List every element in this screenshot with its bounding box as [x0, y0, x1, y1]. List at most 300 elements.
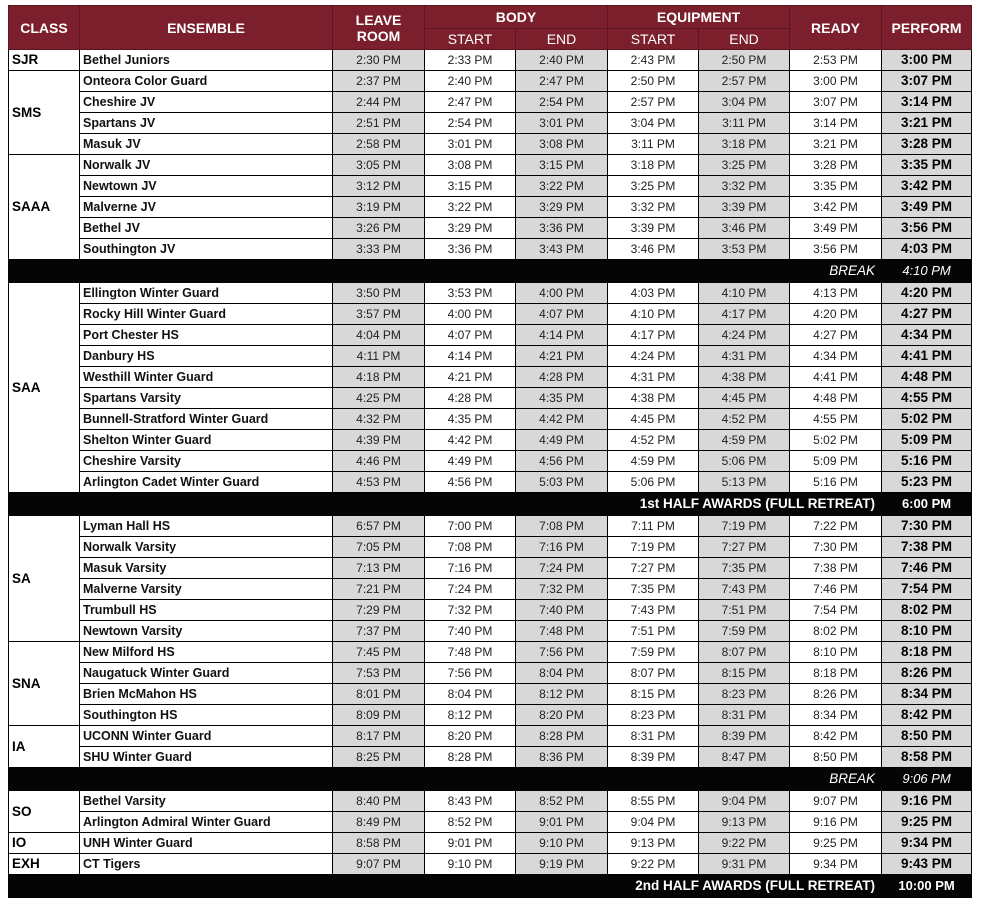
- ensemble-cell: UCONN Winter Guard: [80, 726, 333, 747]
- equipment-end-cell: 3:25 PM: [699, 155, 790, 176]
- leave-room-cell: 3:12 PM: [333, 176, 425, 197]
- table-row: [9, 642, 972, 663]
- leave-room-cell: 4:32 PM: [333, 409, 425, 430]
- leave-room-cell: 7:13 PM: [333, 558, 425, 579]
- table-row: [9, 239, 972, 260]
- equipment-start-cell: 9:04 PM: [608, 812, 699, 833]
- equipment-end-cell: 8:31 PM: [699, 705, 790, 726]
- body-start-cell: 4:35 PM: [425, 409, 516, 430]
- perform-cell: 3:00 PM: [882, 50, 972, 71]
- class-cell: SJR: [9, 50, 80, 71]
- ensemble-cell: Brien McMahon HS: [80, 684, 333, 705]
- equipment-start-cell: 8:23 PM: [608, 705, 699, 726]
- perform-cell: 4:41 PM: [882, 346, 972, 367]
- equipment-start-cell: 4:45 PM: [608, 409, 699, 430]
- leave-room-cell: 8:58 PM: [333, 833, 425, 854]
- leave-room-cell: 2:58 PM: [333, 134, 425, 155]
- table-row: [9, 516, 972, 537]
- leave-room-cell: 3:57 PM: [333, 304, 425, 325]
- break-row: [9, 768, 972, 791]
- col-header-equipment-end: END: [699, 29, 790, 50]
- body-end-cell: 8:20 PM: [516, 705, 608, 726]
- body-end-cell: 7:56 PM: [516, 642, 608, 663]
- equipment-end-cell: 8:15 PM: [699, 663, 790, 684]
- table-row: [9, 812, 972, 833]
- awards-row: [9, 493, 972, 516]
- body-end-cell: 4:42 PM: [516, 409, 608, 430]
- leave-room-cell: 3:19 PM: [333, 197, 425, 218]
- table-row: [9, 71, 972, 92]
- ensemble-cell: Bethel Varsity: [80, 791, 333, 812]
- body-end-cell: 3:36 PM: [516, 218, 608, 239]
- ensemble-cell: Rocky Hill Winter Guard: [80, 304, 333, 325]
- table-row: [9, 472, 972, 493]
- equipment-start-cell: 3:25 PM: [608, 176, 699, 197]
- ready-cell: 8:10 PM: [790, 642, 882, 663]
- leave-room-cell: 2:30 PM: [333, 50, 425, 71]
- body-start-cell: 7:24 PM: [425, 579, 516, 600]
- ensemble-cell: Southington HS: [80, 705, 333, 726]
- table-row: [9, 747, 972, 768]
- body-start-cell: 9:01 PM: [425, 833, 516, 854]
- perform-cell: 3:49 PM: [882, 197, 972, 218]
- table-row: [9, 726, 972, 747]
- ready-cell: 3:49 PM: [790, 218, 882, 239]
- equipment-start-cell: 8:39 PM: [608, 747, 699, 768]
- leave-room-cell: 7:37 PM: [333, 621, 425, 642]
- body-end-cell: 9:01 PM: [516, 812, 608, 833]
- body-start-cell: 7:40 PM: [425, 621, 516, 642]
- ensemble-cell: Arlington Admiral Winter Guard: [80, 812, 333, 833]
- equipment-start-cell: 3:18 PM: [608, 155, 699, 176]
- ready-cell: 3:28 PM: [790, 155, 882, 176]
- perform-cell: 5:02 PM: [882, 409, 972, 430]
- awards-time: 6:00 PM: [882, 493, 972, 516]
- body-end-cell: 3:01 PM: [516, 113, 608, 134]
- leave-room-cell: 3:05 PM: [333, 155, 425, 176]
- class-cell: IA: [9, 726, 80, 768]
- body-end-cell: 4:49 PM: [516, 430, 608, 451]
- ready-cell: 9:07 PM: [790, 791, 882, 812]
- ready-cell: 5:02 PM: [790, 430, 882, 451]
- table-row: [9, 283, 972, 304]
- body-end-cell: 4:28 PM: [516, 367, 608, 388]
- col-header-ensemble: ENSEMBLE: [80, 6, 333, 50]
- leave-room-cell: 3:26 PM: [333, 218, 425, 239]
- equipment-start-cell: 3:32 PM: [608, 197, 699, 218]
- body-end-cell: 4:14 PM: [516, 325, 608, 346]
- table-row: [9, 346, 972, 367]
- equipment-end-cell: 9:13 PM: [699, 812, 790, 833]
- ready-cell: 4:27 PM: [790, 325, 882, 346]
- table-row: [9, 579, 972, 600]
- leave-room-cell: 4:25 PM: [333, 388, 425, 409]
- equipment-end-cell: 7:51 PM: [699, 600, 790, 621]
- ready-cell: 8:18 PM: [790, 663, 882, 684]
- leave-room-cell: 8:17 PM: [333, 726, 425, 747]
- perform-cell: 3:56 PM: [882, 218, 972, 239]
- table-row: [9, 113, 972, 134]
- body-end-cell: 7:08 PM: [516, 516, 608, 537]
- awards-time: 10:00 PM: [882, 875, 972, 898]
- perform-cell: 8:58 PM: [882, 747, 972, 768]
- body-end-cell: 8:52 PM: [516, 791, 608, 812]
- leave-room-cell: 8:40 PM: [333, 791, 425, 812]
- leave-room-cell: 8:09 PM: [333, 705, 425, 726]
- ready-cell: 7:38 PM: [790, 558, 882, 579]
- body-start-cell: 8:28 PM: [425, 747, 516, 768]
- ensemble-cell: Malverne Varsity: [80, 579, 333, 600]
- ensemble-cell: CT Tigers: [80, 854, 333, 875]
- col-header-ready: READY: [790, 6, 882, 50]
- leave-room-cell: 2:37 PM: [333, 71, 425, 92]
- body-start-cell: 4:28 PM: [425, 388, 516, 409]
- perform-cell: 7:46 PM: [882, 558, 972, 579]
- break-time: 9:06 PM: [882, 768, 972, 791]
- class-cell: SAAA: [9, 155, 80, 260]
- awards-label: 2nd HALF AWARDS (FULL RETREAT): [9, 875, 882, 898]
- equipment-start-cell: 3:46 PM: [608, 239, 699, 260]
- equipment-end-cell: 9:31 PM: [699, 854, 790, 875]
- ready-cell: 4:41 PM: [790, 367, 882, 388]
- ready-cell: 3:56 PM: [790, 239, 882, 260]
- ready-cell: 5:16 PM: [790, 472, 882, 493]
- body-end-cell: 2:40 PM: [516, 50, 608, 71]
- class-cell: EXH: [9, 854, 80, 875]
- ensemble-cell: Cheshire JV: [80, 92, 333, 113]
- equipment-start-cell: 7:59 PM: [608, 642, 699, 663]
- equipment-end-cell: 4:52 PM: [699, 409, 790, 430]
- equipment-end-cell: 4:45 PM: [699, 388, 790, 409]
- body-end-cell: 4:00 PM: [516, 283, 608, 304]
- equipment-start-cell: 2:57 PM: [608, 92, 699, 113]
- perform-cell: 7:38 PM: [882, 537, 972, 558]
- leave-room-cell: 3:33 PM: [333, 239, 425, 260]
- body-start-cell: 3:15 PM: [425, 176, 516, 197]
- equipment-end-cell: 8:39 PM: [699, 726, 790, 747]
- table-row: [9, 409, 972, 430]
- ensemble-cell: Onteora Color Guard: [80, 71, 333, 92]
- body-start-cell: 3:22 PM: [425, 197, 516, 218]
- perform-cell: 3:28 PM: [882, 134, 972, 155]
- break-row: [9, 260, 972, 283]
- body-end-cell: 8:04 PM: [516, 663, 608, 684]
- ensemble-cell: Westhill Winter Guard: [80, 367, 333, 388]
- body-start-cell: 7:16 PM: [425, 558, 516, 579]
- ready-cell: 5:09 PM: [790, 451, 882, 472]
- equipment-start-cell: 7:51 PM: [608, 621, 699, 642]
- leave-room-cell: 3:50 PM: [333, 283, 425, 304]
- class-cell: SNA: [9, 642, 80, 726]
- equipment-end-cell: 3:46 PM: [699, 218, 790, 239]
- leave-room-line-2: ROOM: [356, 27, 401, 44]
- body-start-cell: 4:56 PM: [425, 472, 516, 493]
- body-start-cell: 3:08 PM: [425, 155, 516, 176]
- equipment-start-cell: 3:04 PM: [608, 113, 699, 134]
- class-cell: IO: [9, 833, 80, 854]
- equipment-end-cell: 4:17 PM: [699, 304, 790, 325]
- ensemble-cell: SHU Winter Guard: [80, 747, 333, 768]
- leave-room-cell: 7:53 PM: [333, 663, 425, 684]
- leave-room-cell: 8:25 PM: [333, 747, 425, 768]
- ensemble-cell: Malverne JV: [80, 197, 333, 218]
- table-header: [9, 6, 972, 50]
- perform-cell: 9:34 PM: [882, 833, 972, 854]
- table-row: [9, 621, 972, 642]
- body-end-cell: 8:28 PM: [516, 726, 608, 747]
- body-end-cell: 4:35 PM: [516, 388, 608, 409]
- equipment-end-cell: 8:47 PM: [699, 747, 790, 768]
- ensemble-cell: Naugatuck Winter Guard: [80, 663, 333, 684]
- body-start-cell: 3:29 PM: [425, 218, 516, 239]
- ensemble-cell: Shelton Winter Guard: [80, 430, 333, 451]
- schedule-container: [8, 5, 971, 898]
- awards-label: 1st HALF AWARDS (FULL RETREAT): [9, 493, 882, 516]
- table-row: [9, 218, 972, 239]
- equipment-end-cell: 4:31 PM: [699, 346, 790, 367]
- equipment-end-cell: 3:32 PM: [699, 176, 790, 197]
- leave-room-cell: 4:46 PM: [333, 451, 425, 472]
- equipment-start-cell: 4:59 PM: [608, 451, 699, 472]
- body-start-cell: 7:56 PM: [425, 663, 516, 684]
- perform-cell: 5:16 PM: [882, 451, 972, 472]
- equipment-start-cell: 8:31 PM: [608, 726, 699, 747]
- perform-cell: 3:07 PM: [882, 71, 972, 92]
- body-start-cell: 2:33 PM: [425, 50, 516, 71]
- ready-cell: 3:14 PM: [790, 113, 882, 134]
- col-header-equipment-start: START: [608, 29, 699, 50]
- ready-cell: 9:16 PM: [790, 812, 882, 833]
- table-row: [9, 600, 972, 621]
- equipment-end-cell: 5:13 PM: [699, 472, 790, 493]
- body-end-cell: 8:12 PM: [516, 684, 608, 705]
- body-start-cell: 7:08 PM: [425, 537, 516, 558]
- perform-cell: 9:16 PM: [882, 791, 972, 812]
- body-start-cell: 2:54 PM: [425, 113, 516, 134]
- awards-row: [9, 875, 972, 898]
- body-start-cell: 2:47 PM: [425, 92, 516, 113]
- ensemble-cell: Bunnell-Stratford Winter Guard: [80, 409, 333, 430]
- class-cell: SA: [9, 516, 80, 642]
- table-row: [9, 430, 972, 451]
- body-start-cell: 7:48 PM: [425, 642, 516, 663]
- body-start-cell: 3:01 PM: [425, 134, 516, 155]
- equipment-end-cell: 4:24 PM: [699, 325, 790, 346]
- equipment-start-cell: 8:55 PM: [608, 791, 699, 812]
- perform-cell: 8:42 PM: [882, 705, 972, 726]
- leave-room-cell: 7:21 PM: [333, 579, 425, 600]
- ready-cell: 9:34 PM: [790, 854, 882, 875]
- equipment-end-cell: 2:50 PM: [699, 50, 790, 71]
- table-row: [9, 155, 972, 176]
- equipment-start-cell: 7:43 PM: [608, 600, 699, 621]
- perform-cell: 7:54 PM: [882, 579, 972, 600]
- equipment-end-cell: 5:06 PM: [699, 451, 790, 472]
- equipment-start-cell: 7:19 PM: [608, 537, 699, 558]
- table-row: [9, 451, 972, 472]
- ready-cell: 3:42 PM: [790, 197, 882, 218]
- ensemble-cell: Spartans Varsity: [80, 388, 333, 409]
- perform-cell: 3:42 PM: [882, 176, 972, 197]
- perform-cell: 8:50 PM: [882, 726, 972, 747]
- table-row: [9, 176, 972, 197]
- ready-cell: 3:35 PM: [790, 176, 882, 197]
- body-start-cell: 4:21 PM: [425, 367, 516, 388]
- perform-cell: 8:18 PM: [882, 642, 972, 663]
- leave-room-cell: 8:49 PM: [333, 812, 425, 833]
- equipment-end-cell: 3:04 PM: [699, 92, 790, 113]
- leave-room-cell: 9:07 PM: [333, 854, 425, 875]
- equipment-start-cell: 3:11 PM: [608, 134, 699, 155]
- perform-cell: 3:35 PM: [882, 155, 972, 176]
- perform-cell: 3:21 PM: [882, 113, 972, 134]
- equipment-end-cell: 3:39 PM: [699, 197, 790, 218]
- ensemble-cell: Ellington Winter Guard: [80, 283, 333, 304]
- ready-cell: 4:13 PM: [790, 283, 882, 304]
- body-end-cell: 3:22 PM: [516, 176, 608, 197]
- body-start-cell: 8:52 PM: [425, 812, 516, 833]
- table-row: [9, 92, 972, 113]
- ready-cell: 7:54 PM: [790, 600, 882, 621]
- equipment-start-cell: 4:31 PM: [608, 367, 699, 388]
- body-start-cell: 4:42 PM: [425, 430, 516, 451]
- body-end-cell: 7:16 PM: [516, 537, 608, 558]
- ensemble-cell: Norwalk JV: [80, 155, 333, 176]
- class-cell: SMS: [9, 71, 80, 155]
- body-start-cell: 2:40 PM: [425, 71, 516, 92]
- body-end-cell: 3:08 PM: [516, 134, 608, 155]
- body-end-cell: 9:10 PM: [516, 833, 608, 854]
- table-row: [9, 558, 972, 579]
- ensemble-cell: Newtown Varsity: [80, 621, 333, 642]
- body-start-cell: 8:04 PM: [425, 684, 516, 705]
- table-row: [9, 833, 972, 854]
- ensemble-cell: Lyman Hall HS: [80, 516, 333, 537]
- leave-room-cell: 6:57 PM: [333, 516, 425, 537]
- equipment-start-cell: 4:10 PM: [608, 304, 699, 325]
- leave-room-cell: 4:04 PM: [333, 325, 425, 346]
- leave-room-cell: 7:29 PM: [333, 600, 425, 621]
- equipment-end-cell: 2:57 PM: [699, 71, 790, 92]
- table-row: [9, 705, 972, 726]
- body-start-cell: 4:14 PM: [425, 346, 516, 367]
- equipment-end-cell: 8:23 PM: [699, 684, 790, 705]
- body-start-cell: 4:49 PM: [425, 451, 516, 472]
- body-end-cell: 7:24 PM: [516, 558, 608, 579]
- performance-schedule-table: [8, 5, 972, 898]
- ready-cell: 3:00 PM: [790, 71, 882, 92]
- body-end-cell: 3:15 PM: [516, 155, 608, 176]
- equipment-end-cell: 4:10 PM: [699, 283, 790, 304]
- ensemble-cell: Spartans JV: [80, 113, 333, 134]
- table-body: [9, 50, 972, 898]
- perform-cell: 8:26 PM: [882, 663, 972, 684]
- table-row: [9, 197, 972, 218]
- body-end-cell: 7:48 PM: [516, 621, 608, 642]
- body-end-cell: 2:54 PM: [516, 92, 608, 113]
- equipment-end-cell: 3:18 PM: [699, 134, 790, 155]
- body-start-cell: 8:43 PM: [425, 791, 516, 812]
- table-row: [9, 304, 972, 325]
- ensemble-cell: Bethel Juniors: [80, 50, 333, 71]
- ensemble-cell: New Milford HS: [80, 642, 333, 663]
- ready-cell: 7:46 PM: [790, 579, 882, 600]
- class-cell: SO: [9, 791, 80, 833]
- ready-cell: 8:42 PM: [790, 726, 882, 747]
- perform-cell: 4:03 PM: [882, 239, 972, 260]
- table-row: [9, 134, 972, 155]
- table-row: [9, 325, 972, 346]
- leave-room-cell: 8:01 PM: [333, 684, 425, 705]
- col-header-perform: PERFORM: [882, 6, 972, 50]
- equipment-start-cell: 7:27 PM: [608, 558, 699, 579]
- ensemble-cell: Bethel JV: [80, 218, 333, 239]
- table-row: [9, 388, 972, 409]
- leave-room-cell: 4:39 PM: [333, 430, 425, 451]
- body-end-cell: 9:19 PM: [516, 854, 608, 875]
- perform-cell: 7:30 PM: [882, 516, 972, 537]
- perform-cell: 4:27 PM: [882, 304, 972, 325]
- class-cell: SAA: [9, 283, 80, 493]
- body-start-cell: 4:00 PM: [425, 304, 516, 325]
- equipment-start-cell: 4:24 PM: [608, 346, 699, 367]
- equipment-end-cell: 8:07 PM: [699, 642, 790, 663]
- ready-cell: 3:07 PM: [790, 92, 882, 113]
- equipment-start-cell: 5:06 PM: [608, 472, 699, 493]
- perform-cell: 8:34 PM: [882, 684, 972, 705]
- table-row: [9, 791, 972, 812]
- equipment-end-cell: 9:22 PM: [699, 833, 790, 854]
- equipment-start-cell: 4:38 PM: [608, 388, 699, 409]
- equipment-start-cell: 9:13 PM: [608, 833, 699, 854]
- ensemble-cell: Arlington Cadet Winter Guard: [80, 472, 333, 493]
- ready-cell: 3:21 PM: [790, 134, 882, 155]
- equipment-start-cell: 4:17 PM: [608, 325, 699, 346]
- equipment-end-cell: 4:38 PM: [699, 367, 790, 388]
- body-end-cell: 3:29 PM: [516, 197, 608, 218]
- equipment-end-cell: 3:53 PM: [699, 239, 790, 260]
- ensemble-cell: Norwalk Varsity: [80, 537, 333, 558]
- ensemble-cell: Danbury HS: [80, 346, 333, 367]
- leave-room-cell: 7:45 PM: [333, 642, 425, 663]
- equipment-start-cell: 3:39 PM: [608, 218, 699, 239]
- ensemble-cell: UNH Winter Guard: [80, 833, 333, 854]
- equipment-start-cell: 2:50 PM: [608, 71, 699, 92]
- ensemble-cell: Masuk JV: [80, 134, 333, 155]
- ensemble-cell: Masuk Varsity: [80, 558, 333, 579]
- perform-cell: 8:10 PM: [882, 621, 972, 642]
- perform-cell: 5:09 PM: [882, 430, 972, 451]
- body-start-cell: 7:32 PM: [425, 600, 516, 621]
- break-label: BREAK: [9, 260, 882, 283]
- perform-cell: 9:25 PM: [882, 812, 972, 833]
- perform-cell: 8:02 PM: [882, 600, 972, 621]
- body-start-cell: 9:10 PM: [425, 854, 516, 875]
- ready-cell: 4:20 PM: [790, 304, 882, 325]
- equipment-start-cell: 4:52 PM: [608, 430, 699, 451]
- ready-cell: 8:26 PM: [790, 684, 882, 705]
- body-end-cell: 8:36 PM: [516, 747, 608, 768]
- leave-room-cell: 4:18 PM: [333, 367, 425, 388]
- equipment-start-cell: 9:22 PM: [608, 854, 699, 875]
- equipment-start-cell: 7:35 PM: [608, 579, 699, 600]
- ready-cell: 8:02 PM: [790, 621, 882, 642]
- col-header-equipment: EQUIPMENT: [608, 6, 790, 29]
- break-time: 4:10 PM: [882, 260, 972, 283]
- ensemble-cell: Southington JV: [80, 239, 333, 260]
- ready-cell: 9:25 PM: [790, 833, 882, 854]
- table-row: [9, 684, 972, 705]
